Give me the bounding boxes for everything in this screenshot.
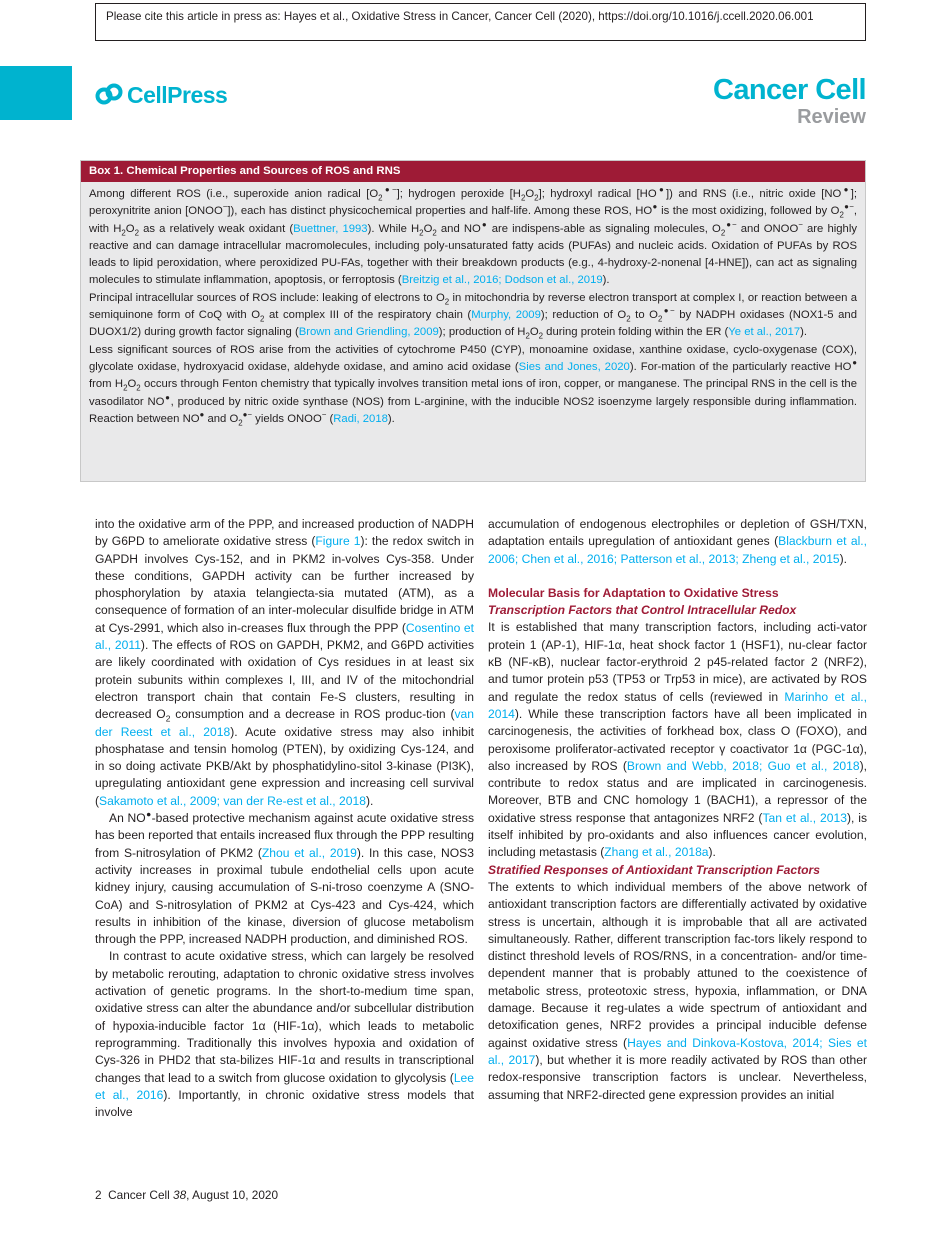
body-paragraph: into the oxidative arm of the PPP, and increased production of NADPH by G6PD to ameliorate oxidative stress (Figure 1): the redox switch in GAPDH involves Cys-152, and in PKM2 in-volves Cys-358. Under these conditions, GAPDH activity can be further increased by phosphorylation by ataxia telangiecta-sia mutated (ATM), as a consequence of formation of an inter-molecular disulfide bridge in ATM at Cys-2991, which also in-creases flux through the PPP (Cosentino et al., 2011). The effects of ROS on GAPDH, PKM2, and G6PD activities are likely coordinated with oxidation of Cys residues in at least six protein subunits within complexes I, III, and IV of the mitochondrial electron transport chain that contain Fe-S clusters, resulting in decreased $O_2$ consumption and a decrease in ROS produc-tion (van der Reest et al., 2018). Acute oxidative stress may also inhibit phosphatase and tensin homolog (PTEN), by oxidizing Cys-124, and in so doing activate PKB/Akt by phosphatidylino-sitol 3-kinase (PI3K), upregulating antioxidant gene expression and increasing cell survival (Sakamoto et al., 2009; van der Re-est et al., 2018). xyxy=(95,517,475,808)
citation-link[interactable]: Zhang et al., 2018a xyxy=(604,845,709,860)
body-paragraph: In contrast to acute oxidative stress, which can largely be resolved by metabolic rerouting, adaptation to chronic oxidative stress involves activation of genetic programs. In the short-to-medium time span, oxidative stress can alter the abundance and/or subcellular distribution of hypoxia-inducible factor 1α (HIF-1α), which leads to metabolic reprogramming. Traditionally this involves hypoxia and oxidation of Cys-326 in PHD2 that sta-bilizes HIF-1α and results in transcriptional changes that lead to a switch from glucose oxidation to glycolysis (Lee et al., 2016). Importantly, in chronic oxidative stress models that involve xyxy=(95,949,475,1120)
publisher-name: CellPress xyxy=(127,81,228,108)
journal-masthead xyxy=(713,76,866,127)
section-heading: Molecular Basis for Adaptation to Oxidative Stress xyxy=(488,585,779,600)
citation-link[interactable]: Cosentino et al., 2011 xyxy=(95,620,475,653)
footer-volume: 38 xyxy=(173,1188,187,1202)
left-column xyxy=(95,516,474,1121)
page-number: 2 xyxy=(95,1188,102,1202)
journal-name: Cancer Cell xyxy=(713,74,866,106)
citation-link[interactable]: Sakamoto et al., 2009; van der Re-est et al., 2018 xyxy=(99,793,366,808)
citation-link[interactable]: Brown and Webb, 2018; Guo et al., 2018 xyxy=(626,758,860,773)
subsection-heading: Transcription Factors that Control Intracellular Redox xyxy=(488,603,797,618)
footer-journal: Cancer Cell xyxy=(108,1188,170,1202)
cellpress-logo-icon xyxy=(95,82,123,108)
citation-link[interactable]: Hayes and Dinkova-Kostova, 2014; Sies et al., 2017 xyxy=(488,1035,867,1067)
citation-link[interactable]: Radi, 2018 xyxy=(333,412,388,425)
body-paragraph: accumulation of endogenous electrophiles or depletion of GSH/TXN, adaptation entails upregulation of antioxidant genes (Blackburn et al., 2006; Chen et al., 2016; Patterson et al., 2013; Zheng et al., 2015). xyxy=(488,517,867,566)
citation-link[interactable]: Murphy, 2009 xyxy=(471,309,541,322)
body-paragraph: It is established that many transcription factors, including acti-vator protein 1 (AP-1), HIF-1α, heat shock factor 1 (HSF1), nu-clear factor κB (NF-κB), nuclear factor-erythroid 2 p45-related factor 2 (NRF2), and tumor protein p53 (TP53 or Trp53 in mice), are activated by ROS and regulate the redox status of cells (reviewed in Marinho et al., 2014). While these transcription factors have all been implicated in carcinogenesis, the activities of forkhead box, class O (FOXO), and peroxisome proliferator-activated receptor γ coactivator 1α (PGC-1α), also increased by ROS (Brown and Webb, 2018; Guo et al., 2018), contribute to redox status and are implicated in carcinogenesis. Moreover, BTB and CNC homology 1 (BACH1), a repressor of the oxidative stress response that antagonizes NRF2 (Tan et al., 2013), is itself inhibited by pro-oxidants and also influences cancer evolution, including metastasis (Zhang et al., 2018a). xyxy=(488,620,868,860)
citation-link[interactable]: Marinho et al., 2014 xyxy=(488,689,867,721)
box-paragraph: Among different ROS (i.e., superoxide anion radical $[O_2^{●-}]$; hydrogen peroxide $[H_2O_2]$; hydroxyl radical [HO●]) and RNS (i.e., nitric oxide [NO●]; peroxynitrite anion [ONOO−]), each has distinct physicochemical properties and half-life. Among these ROS, HO● is the most oxidizing, followed by $O_2^{●-}$, with $H_2O_2$ as a relatively weak oxidant (Buettner, 1993). While $H_2O_2$ and NO● are indispens-able as signaling molecules, $O_2^{●-}$ and ONOO− are highly reactive and can damage intracellular macromolecules, including poly-unsaturated fatty acids (PUFAs) and nucleic acids. Oxidation of PUFAs by ROS leads to lipid peroxidation, where peroxidized PU-FAs, together with their breakdown products (e.g., 4-hydroxy-2-nonenal [4-HNE]), can act as signaling molecules to stimulate inflammation, apoptosis, or ferroptosis (Breitzig et al., 2016; Dodson et al., 2019). xyxy=(89,185,858,287)
citation-bar xyxy=(95,3,866,41)
citation-link[interactable]: Buettner, 1993 xyxy=(293,222,368,235)
box-title: Box 1. Chemical Properties and Sources of ROS and RNS xyxy=(81,161,865,182)
citation-link[interactable]: van der Reest et al., 2018 xyxy=(95,707,474,739)
figure-link[interactable]: Figure 1 xyxy=(315,534,361,549)
citation-link[interactable]: Blackburn et al., 2006; Chen et al., 2016; Patterson et al., 2013; Zheng et al., 2015 xyxy=(488,534,867,566)
citation-text: Please cite this article in press as: Hayes et al., Oxidative Stress in Cancer, Cancer Cell (2020), https://doi.org/10.1016/j.ccell.2020.06.001 xyxy=(106,10,814,23)
footer-date: , August 10, 2020 xyxy=(186,1188,279,1202)
box-1 xyxy=(80,160,866,482)
citation-link[interactable]: Tan et al., 2013 xyxy=(762,810,847,825)
page-footer xyxy=(95,1188,278,1202)
citation-link[interactable]: Sies and Jones, 2020 xyxy=(518,360,630,373)
body-paragraph: The extents to which individual members of the above network of antioxidant transcription factors are differentially activated by oxidative stress is uncertain, although it is improbable that all are activated simultaneously. Rather, different transcription fac-tors likely respond to distinct threshold levels of ROS/RNS, in a concentration- and/or time-dependent manner that is probably attuned to the coexistence of metabolic stress, proteotoxic stress, hypoxia, inflammation, or DNA damage. Because it reg-ulates a wide spectrum of antioxidant and detoxification genes, NRF2 provides a principal inducible defense against oxidative stress (Hayes and Dinkova-Kostova, 2014; Sies et al., 2017), but whether it is more readily activated by ROS than other redox-responsive transcription factors is unclear. Nevertheless, assuming that NRF2-directed gene expression provides an initial xyxy=(488,879,867,1102)
body-paragraph: An NO●-based protective mechanism against acute oxidative stress has been reported that entails increased flux through the PPP resulting from S-nitrosylation of PKM2 (Zhou et al., 2019). In this case, NOS3 activity increases in proximal tubule endothelial cells upon acute kidney injury, causing accumulation of S-ni-troso coenzyme A (SNO-CoA) and S-nitrosylation of PKM2 at Cys-423 and Cys-424, which results in inhibition of the kinase, diversion of glucose metabolism through the PPP, increased NADPH production, and diminished ROS. xyxy=(95,809,474,947)
box-body xyxy=(81,182,865,428)
citation-link[interactable]: Zhou et al., 2019 xyxy=(261,845,357,860)
citation-link[interactable]: Ye et al., 2017 xyxy=(728,326,801,339)
citation-link[interactable]: Lee et al., 2016 xyxy=(95,1070,474,1102)
citation-link[interactable]: Breitzig et al., 2016; Dodson et al., 2019 xyxy=(401,274,603,287)
publisher-logo xyxy=(95,80,227,110)
box-paragraph: Principal intracellular sources of ROS include: leaking of electrons to $O_2$ in mitochondria by reverse electron transport at complex I, or reaction between a semiquinone form of CoQ with $O_2$ at complex III of the respiratory chain (Murphy, 2009); reduction of $O_2$ to $O_2^{●-}$ by NADPH oxidases (NOX1-5 and DUOX1/2) during growth factor signaling (Brown and Griendling, 2009); production of $H_2O_2$ during protein folding within the ER (Ye et al., 2017). xyxy=(89,291,857,341)
section-tab xyxy=(0,66,72,120)
right-column xyxy=(488,516,867,1104)
subsection-heading: Stratified Responses of Antioxidant Transcription Factors xyxy=(488,862,820,877)
box-paragraph: Less significant sources of ROS arise from the activities of cytochrome P450 (CYP), monoamine oxidase, xanthine oxidase, cyclo-oxygenase (COX), glycolate oxidase, hydroxyacid oxidase, aldehyde oxidase, and amino acid oxidase (Sies and Jones, 2020). For-mation of the particularly reactive HO● from $H_2O_2$ occurs through Fenton chemistry that typically involves transition metal ions of iron, copper, or manganese. The principal RNS in the cell is the vasodilator NO●, produced by nitric oxide synthase (NOS) from L-arginine, with the inducible NOS2 isoenzyme largely responsible during inflammation. Reaction between NO● and $O_2^{●-}$ yields ONOO− (Radi, 2018). xyxy=(89,343,858,428)
citation-link[interactable]: Brown and Griendling, 2009 xyxy=(298,326,439,339)
article-type: Review xyxy=(797,106,866,128)
